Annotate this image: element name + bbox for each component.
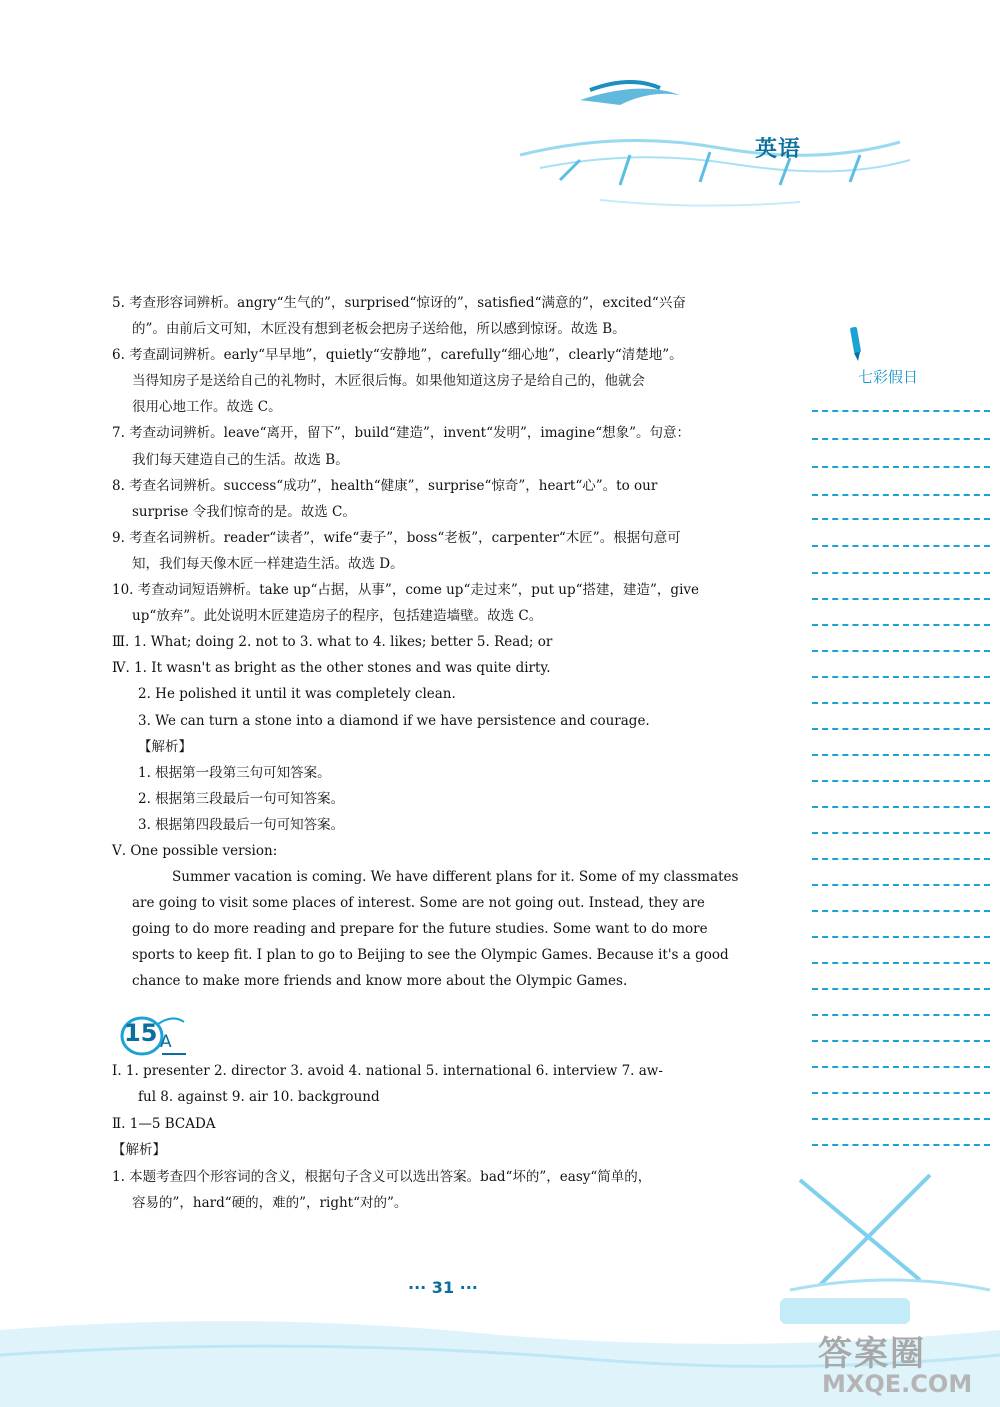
answer-line: 3. We can turn a stone into a diamond if we have persistence and courage. xyxy=(138,712,650,729)
answer-line: 8. 考查名词辨析。success“成功”，health“健康”，surprise“惊奇”，heart“心”。to our xyxy=(112,477,658,494)
note-line xyxy=(812,1092,990,1094)
note-line xyxy=(812,702,990,704)
answer-line: 2. He polished it until it was completely clean. xyxy=(138,686,456,703)
note-line xyxy=(812,858,990,860)
watermark-logo: 答案圈 xyxy=(818,1334,926,1374)
note-line xyxy=(812,572,990,574)
analysis-heading: 【解析】 xyxy=(138,738,192,755)
note-line xyxy=(812,518,990,520)
note-line xyxy=(812,438,990,440)
essay-line: Summer vacation is coming. We have different plans for it. Some of my classmates xyxy=(172,869,739,886)
note-line xyxy=(812,466,990,468)
note-line xyxy=(812,728,990,730)
header-banner-art xyxy=(500,60,920,240)
note-line xyxy=(812,545,990,547)
unit-number: 15 xyxy=(124,1019,158,1047)
note-line xyxy=(812,598,990,600)
answer-line: 6. 考查副词辨析。early“早早地”，quietly“安静地”，carefully“细心地”，clearly“清楚地”。 xyxy=(112,347,683,364)
note-line xyxy=(812,624,990,626)
essay-line: going to do more reading and prepare for the future studies. Some want to do more xyxy=(132,921,708,938)
note-line xyxy=(812,650,990,652)
answer-line: Ⅲ. 1. What; doing 2. not to 3. what to 4. likes; better 5. Read; or xyxy=(112,634,553,651)
answer-line: Ⅱ. 1—5 BCADA xyxy=(112,1115,216,1132)
answer-line: 7. 考查动词辨析。leave“离开，留下”，build“建造”，invent“发明”，imagine“想象”。句意： xyxy=(112,425,691,442)
answer-line: 容易的”，hard“硬的，难的”，right“对的”。 xyxy=(132,1195,408,1212)
answer-line: 当得知房子是送给自己的礼物时，木匠很后悔。如果他知道这房子是给自己的，他就会 xyxy=(132,373,645,390)
note-line xyxy=(812,494,990,496)
note-line xyxy=(812,1144,990,1146)
answer-line: 3. 根据第四段最后一句可知答案。 xyxy=(138,816,345,833)
answer-line: 9. 考查名词辨析。reader“读者”，wife“妻子”，boss“老板”，carpenter“木匠”。根据句意可 xyxy=(112,529,681,546)
answer-line: 5. 考查形容词辨析。angry“生气的”，surprised“惊讶的”，satisfied“满意的”，excited“兴奋 xyxy=(112,295,686,311)
note-line xyxy=(812,988,990,990)
note-line xyxy=(812,962,990,964)
note-line xyxy=(812,1014,990,1016)
answer-line: 知，我们每天像木匠一样建造生活。故选 D。 xyxy=(132,555,404,572)
answer-line: surprise 令我们惊奇的是。故选 C。 xyxy=(132,503,356,520)
answer-line: 10. 考查动词短语辨析。take up“占据，从事”，come up“走过来”，put up“搭建，建造”，give xyxy=(112,582,700,599)
essay-line: sports to keep fit. I plan to go to Beijing to see the Olympic Games. Because it's a good xyxy=(132,947,729,964)
note-line xyxy=(812,754,990,756)
note-line xyxy=(812,1118,990,1120)
essay-line: chance to make more friends and know more about the Olympic Games. xyxy=(132,973,628,990)
essay-line: are going to visit some places of interest. Some are not going out. Instead, they are xyxy=(132,895,705,912)
subject-title: 英语 xyxy=(755,137,802,162)
answer-line: ful 8. against 9. air 10. background xyxy=(138,1089,380,1106)
note-line xyxy=(812,832,990,834)
note-line xyxy=(812,806,990,808)
answer-line: Ⅴ. One possible version: xyxy=(112,842,278,859)
answer-block-bottom xyxy=(112,1058,752,1216)
note-line xyxy=(812,910,990,912)
side-label: 七彩假日 xyxy=(858,368,919,386)
answer-line: 的”。由前后文可知，木匠没有想到老板会把房子送给他，所以感到惊讶。故选 B。 xyxy=(132,321,626,338)
note-line xyxy=(812,410,990,412)
unit-section: A xyxy=(160,1032,172,1052)
answer-line: up“放弃”。此处说明木匠建造房子的程序，包括建造墙壁。故选 C。 xyxy=(132,608,543,625)
answer-line: 1. 本题考查四个形容词的含义，根据句子含义可以选出答案。bad“坏的”，easy“简单的， xyxy=(112,1168,652,1185)
answer-block-top xyxy=(112,290,752,995)
watermark-url: MXQE.COM xyxy=(822,1370,973,1398)
note-line xyxy=(812,1040,990,1042)
answer-line: 1. 根据第一段第三句可知答案。 xyxy=(138,764,331,781)
analysis-heading: 【解析】 xyxy=(112,1142,166,1159)
note-line xyxy=(812,936,990,938)
answer-line: Ⅰ. 1. presenter 2. director 3. avoid 4. national 5. international 6. interview 7. aw- xyxy=(112,1063,663,1079)
note-line xyxy=(812,884,990,886)
page-number: ··· 31 ··· xyxy=(408,1278,478,1297)
note-line xyxy=(812,1066,990,1068)
note-line xyxy=(812,676,990,678)
answer-line: 我们每天建造自己的生活。故选 B。 xyxy=(132,451,349,468)
answer-line: 2. 根据第三段最后一句可知答案。 xyxy=(138,790,345,807)
note-line xyxy=(812,780,990,782)
pen-icon xyxy=(846,325,870,365)
answer-line: 很用心地工作。故选 C。 xyxy=(132,399,282,416)
answer-line: Ⅳ. 1. It wasn't as bright as the other stones and was quite dirty. xyxy=(112,660,551,677)
